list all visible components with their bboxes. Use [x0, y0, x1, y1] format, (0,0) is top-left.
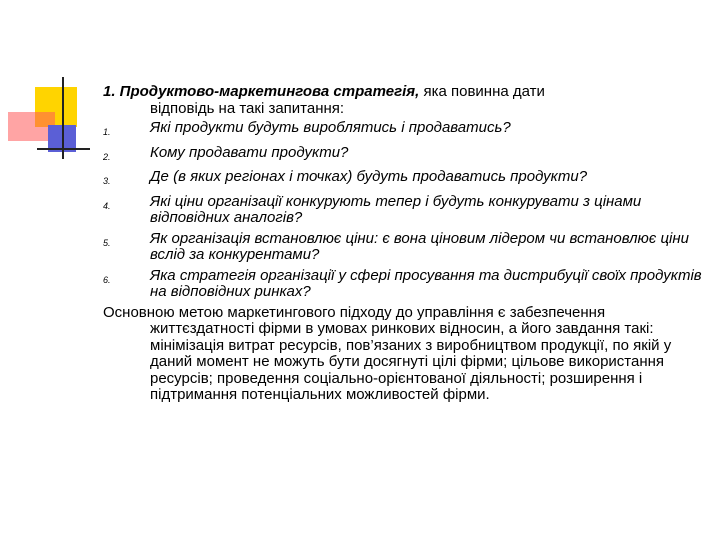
list-item-text: Як організація встановлює ціни: є вона ціновим лідером чи встановлює ціни вслід за конкурентами?	[150, 229, 689, 263]
list-item	[103, 268, 703, 301]
list-item	[103, 169, 703, 190]
decorative-horizontal-line	[37, 148, 90, 150]
slide-content	[103, 84, 703, 404]
list-item	[103, 145, 703, 166]
list-item-number: 5.	[103, 237, 111, 248]
list-item-text: Які ціни організації конкурують тепер і будуть конкурувати з цінами відповідних аналогів?	[150, 192, 642, 226]
list-item-number: 1.	[103, 127, 111, 137]
list-item-text: Кому продавати продукти?	[150, 143, 349, 161]
list-item	[103, 231, 703, 264]
list-item-number: 3.	[103, 176, 111, 186]
questions-list	[103, 120, 703, 301]
list-item	[103, 194, 703, 227]
slide-heading	[103, 84, 703, 101]
heading-bold-title: 1. Продуктово-маркетингова стратегія,	[103, 83, 420, 100]
decorative-vertical-line	[62, 77, 64, 159]
main-paragraph: Основною метою маркетингового підходу до управління є забезпечення життєздатності фірми в умовах ринкових відносин, а його завдання такі: мінімізація витрат ресурсів, пов’язаних з виробництвом продукції, по якій у даний момент не можуть бути досягнуті цілі фірми; цільове використання ресурсів; проведення соціально-орієнтованої діяльності; розширення і підтримання потенціальних можливостей фірми.	[103, 303, 672, 403]
list-item-text: Яка стратегія організації у сфері просування та дистрибуції своїх продуктів на відповідних ринках?	[150, 266, 702, 300]
list-item	[103, 120, 703, 141]
heading-rest: яка повинна дати	[419, 83, 545, 100]
list-item-number: 2.	[103, 151, 111, 162]
list-item-number: 4.	[103, 200, 111, 211]
heading-continuation: відповідь на такі запитання:	[150, 99, 345, 117]
list-item-text: Де (в яких регіонах і точках) будуть продаватись продукти?	[150, 168, 588, 185]
list-item-number: 6.	[103, 274, 111, 285]
list-item-text: Які продукти будуть вироблятись і продаватись?	[150, 119, 511, 136]
